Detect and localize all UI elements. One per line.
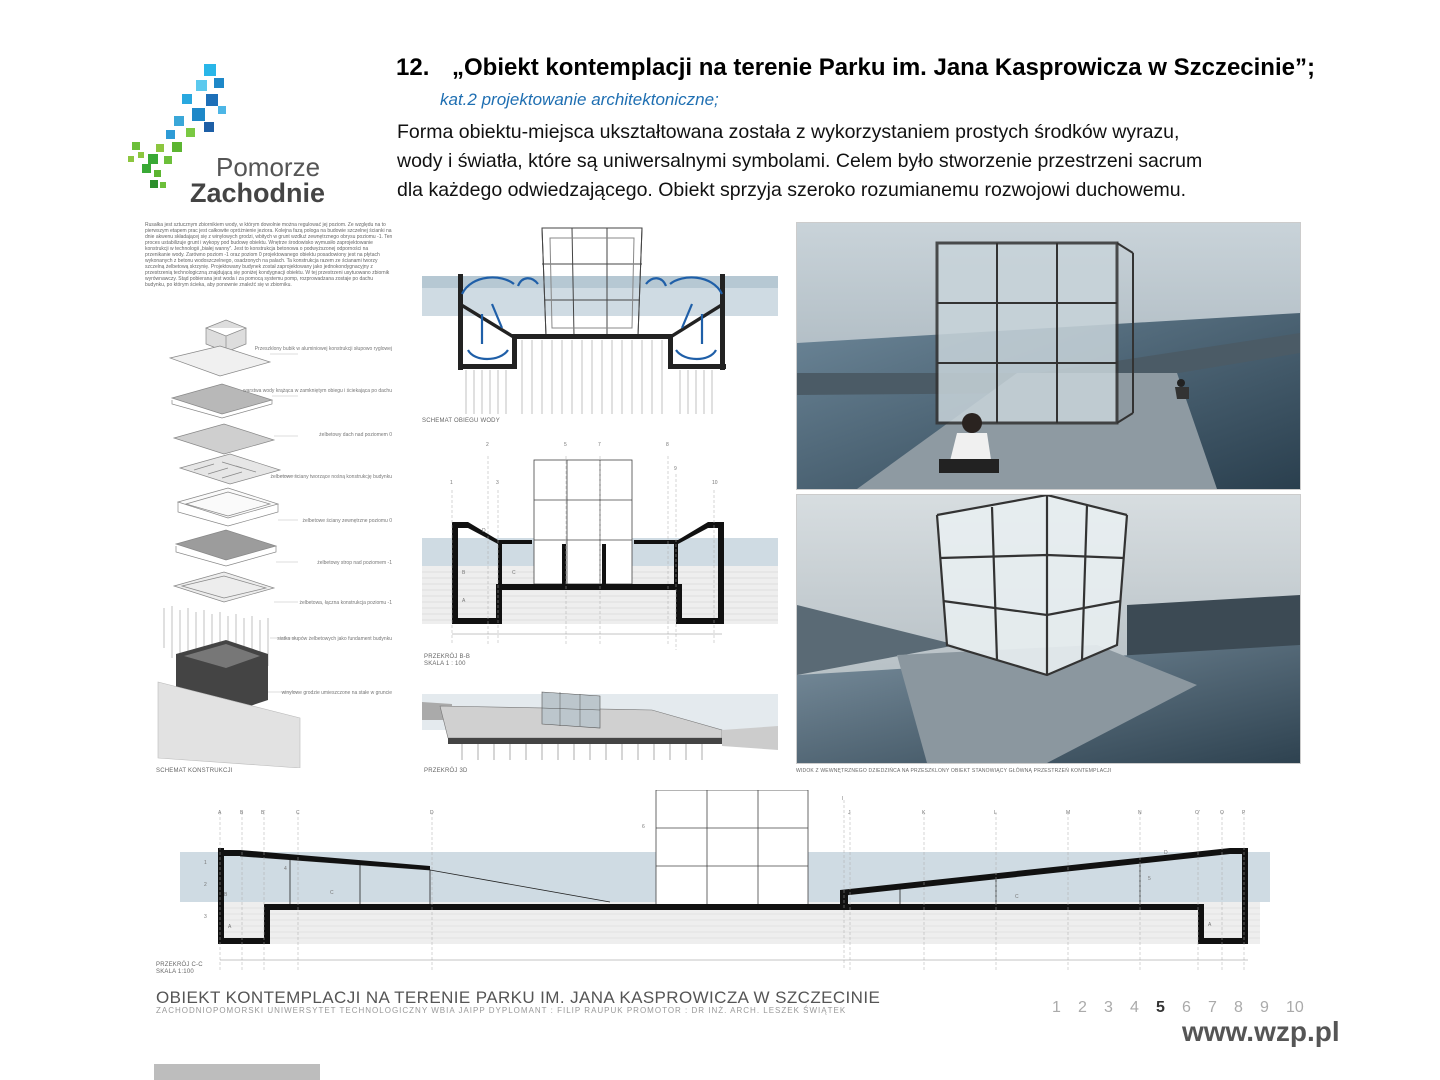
- website-link[interactable]: www.wzp.pl: [1182, 1016, 1340, 1047]
- render-caption: WIDOK Z WEWNĘTRZNEGO DZIEDZIŃCA NA PRZESZKLONY OBIEKT STANOWIĄCY GŁÓWNĄ PRZESTRZEŃ KONTEMPLACJI: [796, 768, 1112, 774]
- axis-label: I: [842, 796, 844, 802]
- layer-label: winylowe grodzie umieszczone na stałe w gruncie: [281, 690, 392, 696]
- room-tag: A: [1208, 922, 1212, 928]
- axis-label: B: [240, 810, 244, 816]
- axis-label: K: [922, 810, 926, 816]
- axis-label: 8: [666, 442, 669, 448]
- page-number: 8: [1234, 999, 1243, 1016]
- section-bb-caption: PRZEKRÓJ B-B: [424, 654, 471, 660]
- page-number: 6: [1182, 999, 1191, 1016]
- axis-label: B': [261, 810, 266, 816]
- layer-label: żelbetowa, łączna konstrukcja poziomu -1: [299, 600, 392, 606]
- axis-label: C: [296, 810, 300, 816]
- poster-intro-text: Rusałka jest sztucznym zbiornikiem wody, w którym dowolnie można regulować jej poziom. Ze względu na to pierwszym etapem prac jest całkowite opróżnienie jeziora. Kolejna fazą pologa na budowie szczelnej ścianki na dnie akwenu składającej się z winylowych grodzi, wbitych w grunt wzdłuż zewnętrznego obrysu poziomu -1. Ten proces ustabilizuje grunt i wykopy pod budowę obiektu. Wnętrze środowisko wymusiło zaprojektowanie konstrukcji w technologii „białej wanny”. Jest to konstrukcja betonowa o podwyższonej odporności na przenikanie wody. Zarówno poziom -1 oraz poziom 0 projektowanego obiektu posadowiony jest na płytach wykonanych z betonu wodoszczelnego, osadzonych na palach. Ta konstrukcja razem ze ścianami tworzy szczelną żelbetową skrzynię. Projektowany budynek został zaprojektowany jako jednokondygnacyjny z przestrzenią technologiczną znajdującą się poniżej kondygnacji obiektu. W tej przestrzeni usytuowano zbiornik wyrównawczy. Stąd pobierana jest woda i za pomocą systemu pomp, rozprowadzana zostaje po dachu budynku, po którym ścieka, aby ponownie znaleźć się w zbiorniku.: [145, 222, 393, 288]
- section-3d: [422, 690, 778, 766]
- page-number: 7: [1208, 999, 1217, 1016]
- section-cc-scale: SKALA 1:100: [156, 969, 194, 975]
- room-tag: C: [1015, 894, 1019, 900]
- room-tag: 4: [284, 866, 287, 872]
- render-view-2: [796, 494, 1301, 764]
- axis-label: M: [1066, 810, 1071, 816]
- water-caption: SCHEMAT OBIEGU WODY: [422, 418, 500, 424]
- render-view-1: [796, 222, 1301, 490]
- room-tag: 3: [204, 914, 207, 920]
- layer-label: warstwa wody krążąca w zamkniętym obiegu i ściekająca po dachu: [243, 388, 392, 394]
- room-tag: D: [1164, 850, 1168, 856]
- axis-label: 7: [598, 442, 601, 448]
- render-glass-cube-image: [797, 223, 1300, 489]
- page-number: 4: [1130, 999, 1139, 1016]
- slide-title-text: „Obiekt kontemplacji na terenie Parku im. Jana Kasprowicza w Szczecinie”;: [452, 54, 1315, 81]
- slide-title: [396, 54, 1315, 82]
- room-tag: B: [224, 892, 228, 898]
- room-tag: 6: [642, 824, 645, 830]
- water-circulation-drawing: [422, 224, 778, 416]
- section-cc-drawing: [180, 790, 1270, 986]
- room-tag: 2: [204, 882, 207, 888]
- category-label: kat.2 projektowanie architektoniczne;: [440, 90, 719, 109]
- layer-label: żelbetowy dach nad poziomem 0: [319, 432, 392, 438]
- page-number: 1: [1052, 999, 1061, 1016]
- axis-label: D: [430, 810, 434, 816]
- logo-line1: Pomorze: [216, 152, 321, 182]
- description-line: Forma obiektu-miejsca ukształtowana została z wykorzystaniem prostych środków wyrazu,: [397, 121, 1180, 143]
- axis-label: J: [848, 810, 851, 816]
- layer-label: żelbetowe ściany tworzące nośną konstrukcję budynku: [270, 474, 392, 480]
- axis-label: 1: [450, 480, 453, 486]
- axis-label: O': [1195, 810, 1200, 816]
- axis-label: 2: [486, 442, 489, 448]
- room-tag: C: [512, 570, 516, 576]
- axis-label: 5: [564, 442, 567, 448]
- bottom-bar: [154, 1064, 320, 1080]
- construction-caption: SCHEMAT KONSTRUKCJI: [156, 768, 233, 774]
- section-bb-scale: SKALA 1 : 100: [424, 661, 466, 667]
- axis-label: L: [994, 810, 997, 816]
- exploded-axonometric-drawing: [150, 318, 400, 768]
- axis-label: 9: [674, 466, 677, 472]
- section-3d-drawing: [422, 690, 778, 766]
- render-glass-cube-exterior-image: [797, 495, 1300, 763]
- section-bb-drawing: [422, 438, 778, 660]
- page-number-current: 5: [1156, 999, 1165, 1016]
- page-number: 9: [1260, 999, 1269, 1016]
- layer-label: Przeszklony bubik w aluminiowej konstrukcji słupowo ryglowej: [254, 346, 392, 352]
- section-bb: [422, 438, 778, 660]
- layer-label: żelbetowe ściany zewnętrzne poziomu 0: [302, 518, 392, 524]
- room-tag: A: [228, 924, 232, 930]
- axis-label: 10: [712, 480, 718, 486]
- water-circulation-schema: [422, 224, 778, 416]
- construction-schema: [150, 318, 400, 768]
- page-number: 3: [1104, 999, 1113, 1016]
- room-tag: C: [330, 890, 334, 896]
- axis-label: P: [1242, 810, 1246, 816]
- room-tag: D: [482, 528, 486, 534]
- slide-number: 12.: [396, 54, 430, 81]
- axis-label: 3: [496, 480, 499, 486]
- room-tag: 5: [1148, 876, 1151, 882]
- axis-label: A: [218, 810, 222, 816]
- description: [397, 118, 1337, 205]
- description-line: dla każdego odwiedzającego. Obiekt sprzyja szeroko rozumianemu rozwojowi duchowemu.: [397, 179, 1187, 201]
- logo-line2: Zachodnie: [190, 178, 326, 208]
- poster-footer-title: OBIEKT KONTEMPLACJI NA TERENIE PARKU IM. JANA KASPROWICZA W SZCZECINIE: [156, 988, 881, 1007]
- axis-label: O: [1220, 810, 1224, 816]
- poster-footer-subtitle: ZACHODNIOPOMORSKI UNIWERSYTET TECHNOLOGICZNY WBIA JAIPP DYPLOMANT : FILIP RAUPUK PROMOTOR : DR INŻ. ARCH. LESZEK ŚWIĄTEK: [156, 1006, 847, 1015]
- section-cc: [180, 790, 1270, 986]
- section-cc-caption: PRZEKRÓJ C-C: [156, 962, 203, 968]
- board-pagination: [1052, 999, 1312, 1017]
- room-tag: B: [462, 570, 466, 576]
- layer-label: siatka słupów żelbetowych jako fundament budynku: [277, 636, 392, 642]
- layer-label: żelbetowy strop nad poziomem -1: [317, 560, 392, 566]
- description-line: wody i światła, które są uniwersalnymi symbolami. Celem było stworzenie przestrzeni sacrum: [397, 150, 1203, 172]
- page-number: 10: [1286, 999, 1304, 1016]
- room-tag: A: [462, 598, 466, 604]
- room-tag: 1: [204, 860, 207, 866]
- page-number: 2: [1078, 999, 1087, 1016]
- axis-label: N: [1138, 810, 1142, 816]
- section-3d-caption: PRZEKRÓJ 3D: [424, 768, 468, 774]
